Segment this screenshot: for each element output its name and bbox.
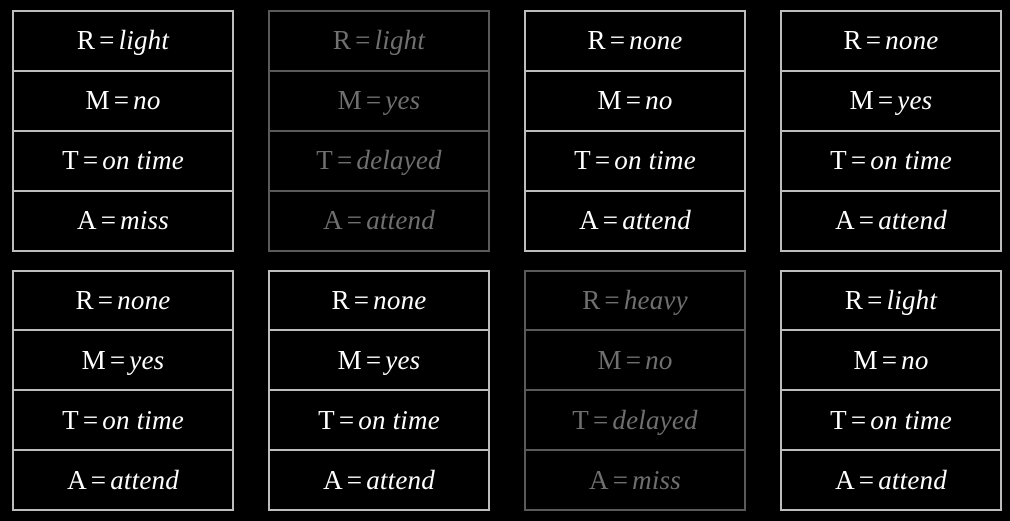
attribute-key: T xyxy=(830,404,847,435)
attribute-value: on time xyxy=(358,404,440,435)
attribute-row xyxy=(270,72,488,132)
attribute-row xyxy=(270,451,488,509)
attribute-row xyxy=(526,272,744,332)
attribute-text xyxy=(323,207,435,234)
attribute-value: delayed xyxy=(356,145,442,176)
attribute-text xyxy=(67,464,179,495)
attribute-text xyxy=(844,27,939,54)
attribute-row xyxy=(270,132,488,192)
equals-sign: = xyxy=(877,85,894,116)
attribute-key: R xyxy=(587,25,606,56)
equals-sign: = xyxy=(346,205,363,236)
attribute-key: A xyxy=(77,205,97,236)
attribute-text xyxy=(323,464,435,495)
attribute-row xyxy=(270,272,488,332)
attribute-row xyxy=(270,391,488,451)
equals-sign: = xyxy=(612,464,629,495)
attribute-value: on time xyxy=(870,145,952,176)
equals-sign: = xyxy=(365,344,382,375)
attribute-key: T xyxy=(62,404,79,435)
attribute-text xyxy=(81,344,165,375)
equals-sign: = xyxy=(850,404,867,435)
attribute-value: heavy xyxy=(623,284,688,315)
attribute-text xyxy=(582,284,688,315)
attribute-key: A xyxy=(67,464,87,495)
attribute-text xyxy=(835,207,947,234)
attribute-key: R xyxy=(75,284,94,315)
attribute-key: M xyxy=(85,85,110,116)
attribute-value: attend xyxy=(878,464,947,495)
attribute-card xyxy=(12,270,234,512)
attribute-key: T xyxy=(316,145,333,176)
equals-sign: = xyxy=(604,284,620,315)
attribute-row xyxy=(782,72,1000,132)
attribute-text xyxy=(579,207,691,234)
attribute-value: attend xyxy=(366,464,435,495)
attribute-text xyxy=(331,284,427,315)
attribute-text xyxy=(338,87,421,114)
attribute-row xyxy=(526,132,744,192)
attribute-row xyxy=(782,192,1000,250)
equals-sign: = xyxy=(82,404,99,435)
attribute-key: M xyxy=(849,85,874,116)
attribute-text xyxy=(316,147,442,174)
attribute-row xyxy=(782,272,1000,332)
equals-sign: = xyxy=(858,464,875,495)
attribute-row xyxy=(782,132,1000,192)
attribute-key: R xyxy=(844,284,864,315)
attribute-text xyxy=(589,464,681,495)
attribute-card xyxy=(780,270,1002,512)
attribute-row xyxy=(782,331,1000,391)
attribute-text xyxy=(62,404,184,435)
attribute-text xyxy=(318,404,440,435)
attribute-value: light xyxy=(886,284,938,315)
attribute-key: T xyxy=(572,404,589,435)
attribute-value: no xyxy=(645,85,673,116)
attribute-key: M xyxy=(597,85,622,116)
attribute-value: on time xyxy=(102,404,184,435)
attribute-text xyxy=(77,27,169,54)
attribute-text xyxy=(844,284,938,315)
attribute-value: yes xyxy=(129,344,165,375)
attribute-value: none xyxy=(885,25,939,56)
attribute-text xyxy=(572,404,698,435)
attribute-text xyxy=(853,344,929,375)
attribute-value: miss xyxy=(632,464,681,495)
attribute-key: R xyxy=(843,25,862,56)
attribute-row xyxy=(270,331,488,391)
attribute-row xyxy=(14,331,232,391)
attribute-value: no xyxy=(901,344,929,375)
attribute-key: A xyxy=(589,464,609,495)
equals-sign: = xyxy=(97,284,114,315)
attribute-text xyxy=(574,147,696,174)
attribute-value: light xyxy=(374,25,426,56)
attribute-key: R xyxy=(332,25,352,56)
attribute-text xyxy=(830,404,952,435)
attribute-value: no xyxy=(645,344,673,375)
attribute-text xyxy=(597,344,673,375)
attribute-key: A xyxy=(323,464,343,495)
attribute-key: M xyxy=(853,344,878,375)
attribute-value: yes xyxy=(385,344,421,375)
equals-sign: = xyxy=(592,404,609,435)
attribute-text xyxy=(597,87,672,114)
attribute-value: no xyxy=(133,85,161,116)
equals-sign: = xyxy=(353,284,370,315)
attribute-key: T xyxy=(830,145,847,176)
attribute-row xyxy=(14,391,232,451)
attribute-value: none xyxy=(373,284,427,315)
attribute-value: attend xyxy=(110,464,179,495)
attribute-row xyxy=(526,331,744,391)
attribute-row xyxy=(14,12,232,72)
attribute-row xyxy=(526,72,744,132)
attribute-value: on time xyxy=(102,145,184,176)
attribute-key: R xyxy=(582,284,601,315)
equals-sign: = xyxy=(594,145,611,176)
attribute-key: M xyxy=(337,344,362,375)
attribute-text xyxy=(835,464,947,495)
attribute-card xyxy=(12,10,234,252)
attribute-text xyxy=(75,284,171,315)
attribute-text xyxy=(85,87,160,114)
attribute-value: on time xyxy=(614,145,696,176)
attribute-key: M xyxy=(81,344,106,375)
equals-sign: = xyxy=(865,25,882,56)
attribute-row xyxy=(14,451,232,509)
attribute-value: attend xyxy=(622,205,691,236)
equals-sign: = xyxy=(858,205,875,236)
attribute-value: on time xyxy=(870,404,952,435)
attribute-row xyxy=(526,391,744,451)
attribute-row xyxy=(782,391,1000,451)
attribute-card xyxy=(268,10,490,252)
equals-sign: = xyxy=(99,25,115,56)
attribute-key: M xyxy=(337,85,362,116)
attribute-key: T xyxy=(574,145,591,176)
equals-sign: = xyxy=(609,25,626,56)
attribute-key: A xyxy=(835,464,855,495)
attribute-card xyxy=(524,10,746,252)
attribute-key: A xyxy=(835,205,855,236)
attribute-value: light xyxy=(118,25,170,56)
equals-sign: = xyxy=(338,404,355,435)
attribute-card xyxy=(780,10,1002,252)
equals-sign: = xyxy=(90,464,107,495)
attribute-value: attend xyxy=(878,205,947,236)
equals-sign: = xyxy=(625,344,642,375)
attribute-row xyxy=(14,272,232,332)
attribute-row xyxy=(782,12,1000,72)
equals-sign: = xyxy=(336,145,353,176)
attribute-row xyxy=(526,192,744,250)
equals-sign: = xyxy=(82,145,99,176)
attribute-card xyxy=(524,270,746,512)
attribute-row xyxy=(782,451,1000,509)
attribute-key: R xyxy=(331,284,350,315)
attribute-value: none xyxy=(117,284,171,315)
attribute-row xyxy=(526,12,744,72)
attribute-key: A xyxy=(323,205,343,236)
equals-sign: = xyxy=(625,85,642,116)
attribute-value: miss xyxy=(120,205,169,236)
attribute-text xyxy=(333,27,425,54)
attribute-row xyxy=(270,12,488,72)
attribute-key: A xyxy=(579,205,599,236)
attribute-row xyxy=(14,72,232,132)
attribute-key: M xyxy=(597,344,622,375)
attribute-row xyxy=(14,132,232,192)
attribute-text xyxy=(77,207,169,234)
equals-sign: = xyxy=(881,344,898,375)
attribute-row xyxy=(14,192,232,250)
equals-sign: = xyxy=(365,85,382,116)
equals-sign: = xyxy=(867,284,883,315)
attribute-key: T xyxy=(318,404,335,435)
attribute-text xyxy=(337,344,421,375)
attribute-value: none xyxy=(629,25,683,56)
attribute-text xyxy=(830,147,952,174)
equals-sign: = xyxy=(355,25,371,56)
attribute-key: T xyxy=(62,145,79,176)
attribute-card xyxy=(268,270,490,512)
attribute-text xyxy=(588,27,683,54)
attribute-text xyxy=(62,147,184,174)
attribute-value: attend xyxy=(366,205,435,236)
equals-sign: = xyxy=(109,344,126,375)
attribute-text xyxy=(850,87,933,114)
attribute-value: yes xyxy=(897,85,933,116)
attribute-key: R xyxy=(76,25,96,56)
equals-sign: = xyxy=(850,145,867,176)
equals-sign: = xyxy=(346,464,363,495)
equals-sign: = xyxy=(602,205,619,236)
equals-sign: = xyxy=(100,205,117,236)
attribute-row xyxy=(270,192,488,250)
attribute-value: delayed xyxy=(612,404,698,435)
attribute-row xyxy=(526,451,744,509)
equals-sign: = xyxy=(113,85,130,116)
attribute-value: yes xyxy=(385,85,421,116)
